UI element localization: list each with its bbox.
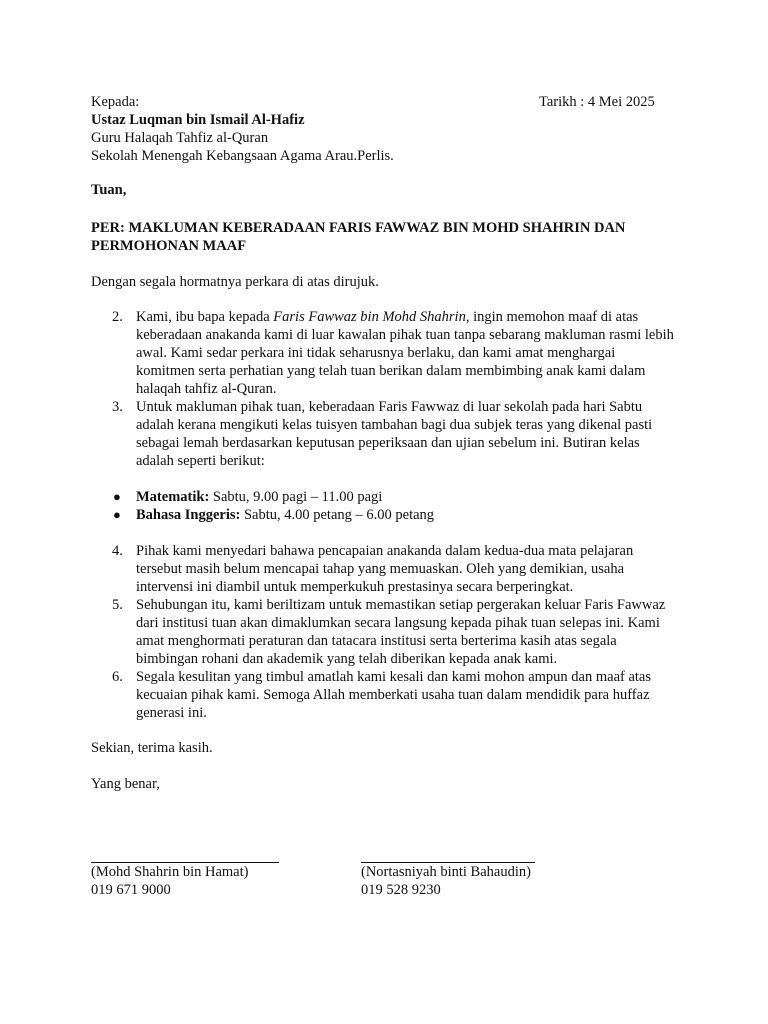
subject-line-1: PER: MAKLUMAN KEBERADAAN FARIS FAWWAZ BIN MOHD SHAHRIN DAN — [91, 220, 626, 236]
class-subject: Matematik: — [136, 489, 210, 505]
bullet-icon: ● — [113, 489, 121, 504]
class-list — [91, 488, 676, 524]
subject-heading — [91, 219, 671, 255]
closing-line: Sekian, terima kasih. — [91, 740, 213, 756]
signature-line — [361, 846, 535, 863]
signature-block-father — [91, 846, 279, 899]
signature-line — [91, 846, 279, 863]
paragraph-number: 6. — [112, 669, 123, 685]
salutation: Tuan, — [91, 182, 127, 198]
paragraph-2-post: , ingin memohon maaf di atas keberadaan anakanda kami di luar kawalan pihak tuan tanpa sebarang makluman rasmi lebih awal. Kami sedar perkara ini tidak seharusnya berlaku, dan kami amat menghargai komitmen serta perhatian yang telah tuan berikan dalam membimbing anak kami dalam halaqah tahfiz al-Quran. — [136, 309, 674, 397]
class-time: Sabtu, 4.00 petang – 6.00 petang — [240, 507, 435, 523]
paragraph-4 — [91, 542, 676, 596]
intro-paragraph: Dengan segala hormatnya perkara di atas dirujuk. — [91, 274, 379, 290]
recipient-title: Guru Halaqah Tahfiz al-Quran — [91, 130, 269, 146]
paragraph-6 — [91, 668, 676, 722]
signatory-name: (Nortasniyah binti Bahaudin) — [361, 864, 531, 880]
paragraph-4-text: Pihak kami menyedari bahawa pencapaian anakanda dalam kedua-dua mata pelajaran tersebut masih belum mencapai tahap yang memuaskan. Oleh yang demikian, usaha intervensi ini diambil untuk memperkukuh prestasinya secara berperingkat. — [136, 543, 634, 595]
to-label: Kepada: — [91, 94, 140, 110]
signatory-phone: 019 528 9230 — [361, 882, 441, 898]
recipient-name: Ustaz Luqman bin Ismail Al-Hafiz — [91, 112, 305, 128]
signature-block-mother — [361, 846, 535, 899]
paragraph-number: 4. — [112, 543, 123, 559]
recipient-block — [91, 93, 394, 165]
subject-line-2: PERMOHONAN MAAF — [91, 238, 247, 254]
paragraph-number: 2. — [112, 309, 123, 325]
paragraph-3-text: Untuk makluman pihak tuan, keberadaan Faris Fawwaz di luar sekolah pada hari Sabtu adalah kerana mengikuti kelas tuisyen tambahan bagi dua subjek teras yang dikenal pasti sebagai lemah berdasarkan keputusan peperiksaan dan ujian sebelum ini. Butiran kelas adalah seperti berikut: — [136, 399, 653, 469]
class-subject: Bahasa Inggeris: — [136, 507, 241, 523]
paragraph-5 — [91, 596, 676, 668]
paragraph-number: 5. — [112, 597, 123, 613]
student-name: Faris Fawwaz bin Mohd Shahrin — [273, 309, 466, 325]
signatory-name: (Mohd Shahrin bin Hamat) — [91, 864, 249, 880]
paragraph-2 — [91, 308, 676, 398]
paragraph-6-text: Segala kesulitan yang timbul amatlah kami kesali dan kami mohon ampun dan maaf atas kecuaian pihak kami. Semoga Allah memberkati usaha tuan dalam mendidik para huffaz generasi ini. — [136, 669, 652, 721]
paragraph-2-pre: Kami, ibu bapa kepada — [136, 309, 274, 325]
paragraph-5-text: Sehubungan itu, kami beriltizam untuk memastikan setiap pergerakan keluar Faris Fawwaz dari institusi tuan akan dimaklumkan secara langsung kepada pihak tuan selepas ini. Kami amat menghormati peraturan dan tatacara institusi serta berterima kasih atas segala bimbingan rohani dan akademik yang telah diberikan kepada anak kami. — [136, 597, 666, 667]
bullet-icon: ● — [113, 507, 121, 522]
paragraph-3 — [91, 398, 676, 470]
recipient-school: Sekolah Menengah Kebangsaan Agama Arau.Perlis. — [91, 148, 394, 164]
paragraph-number: 3. — [112, 399, 123, 415]
list-item — [91, 488, 676, 506]
signatory-phone: 019 671 9000 — [91, 882, 171, 898]
class-time: Sabtu, 9.00 pagi – 11.00 pagi — [209, 489, 383, 505]
sign-off: Yang benar, — [91, 776, 160, 792]
letter-date: Tarikh : 4 Mei 2025 — [539, 94, 655, 110]
list-item — [91, 506, 676, 524]
